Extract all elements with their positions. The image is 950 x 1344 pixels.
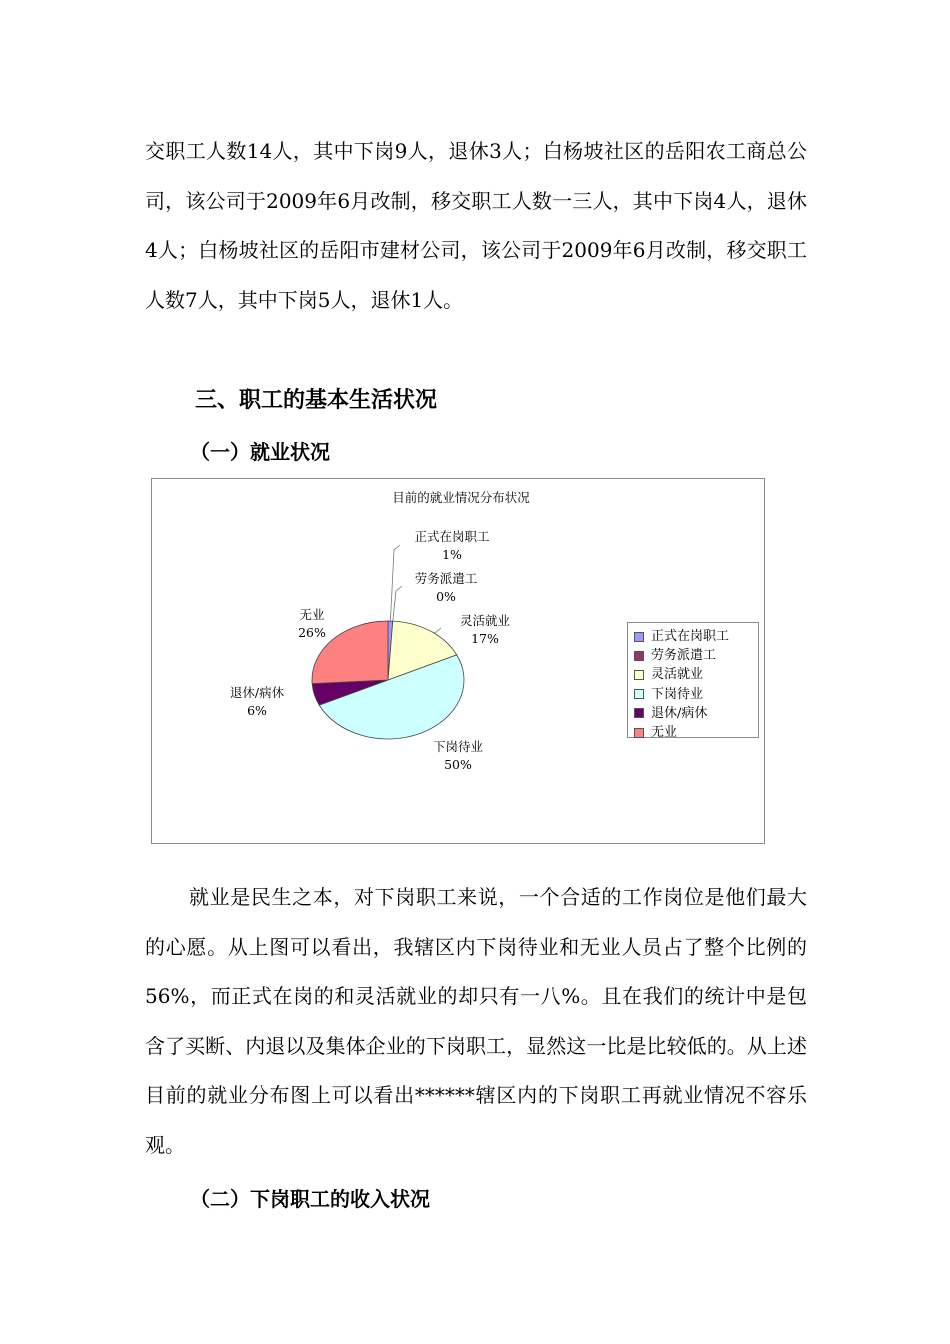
body-paragraph: 就业是民生之本，对下岗职工来说，一个合适的工作岗位是他们最大的心愿。从上图可以看出，我辖区内下岗待业和无业人员占了整个比例的56%，而正式在岗的和灵活就业的却只有一八%。且在我们的统计中是包含了买断、内退以及集体企业的下岗职工，显然这一比是比较低的。从上述目前的就业分布图上可以看出******辖区内的下岗职工再就业情况不容乐观。 bbox=[145, 885, 807, 1157]
legend-label-劳务派遣工: 劳务派遣工 bbox=[651, 648, 717, 664]
legend-swatch-无业 bbox=[634, 728, 644, 738]
pie-percent-劳务派遣工: 0% bbox=[436, 589, 456, 604]
leader-line-灵活就业 bbox=[431, 628, 441, 633]
legend-swatch-下岗待业 bbox=[634, 689, 644, 699]
pie-percent-正式在岗职工: 1% bbox=[442, 547, 462, 562]
legend-label-灵活就业: 灵活就业 bbox=[651, 667, 704, 683]
chart-legend bbox=[627, 622, 759, 741]
pie-percent-退休-病休: 6% bbox=[247, 703, 267, 718]
legend-item-正式在岗职工 bbox=[634, 627, 758, 646]
legend-label-无业: 无业 bbox=[651, 725, 678, 741]
legend-item-灵活就业 bbox=[634, 665, 758, 684]
pie-percent-灵活就业: 17% bbox=[471, 631, 499, 646]
legend-item-劳务派遣工 bbox=[634, 646, 758, 665]
leader-line-劳务派遣工 bbox=[393, 586, 402, 621]
income-subheading: （二）下岗职工的收入状况 bbox=[190, 1187, 430, 1211]
pie-label-退休-病休: 退休/病休 bbox=[229, 685, 285, 700]
legend-item-下岗待业 bbox=[634, 685, 758, 704]
pie-label-无业: 无业 bbox=[299, 607, 325, 622]
pie-label-灵活就业: 灵活就业 bbox=[459, 613, 511, 628]
legend-swatch-退休-病休 bbox=[634, 708, 644, 718]
pie-label-下岗待业: 下岗待业 bbox=[432, 739, 484, 754]
legend-label-下岗待业: 下岗待业 bbox=[651, 686, 704, 702]
employment-subheading: （一）就业状况 bbox=[190, 440, 330, 464]
pie-percent-下岗待业: 50% bbox=[444, 757, 472, 772]
legend-label-退休-病休: 退休/病休 bbox=[651, 705, 708, 721]
section-heading: 三、职工的基本生活状况 bbox=[195, 387, 438, 413]
pie-label-正式在岗职工: 正式在岗职工 bbox=[414, 529, 490, 544]
pie-percent-无业: 26% bbox=[298, 625, 326, 640]
pie-label-劳务派遣工: 劳务派遣工 bbox=[414, 571, 478, 586]
legend-swatch-正式在岗职工 bbox=[634, 632, 644, 642]
legend-item-无业 bbox=[634, 723, 758, 742]
legend-item-退休-病休 bbox=[634, 704, 758, 723]
leader-line-正式在岗职工 bbox=[390, 545, 400, 621]
legend-swatch-劳务派遣工 bbox=[634, 651, 644, 661]
legend-label-正式在岗职工: 正式在岗职工 bbox=[651, 629, 730, 644]
employment-pie-chart bbox=[151, 478, 765, 844]
intro-paragraph: 交职工人数14人，其中下岗9人，退休3人；白杨坡社区的岳阳农工商总公司，该公司于2009年6月改制，移交职工人数一三人，其中下岗4人，退休4人；白杨坡社区的岳阳市建材公司，该公司于2009年6月改制，移交职工人数7人，其中下岗5人，退休1人。 bbox=[145, 139, 807, 312]
pie-leader-lines bbox=[390, 545, 441, 633]
chart-title: 目前的就业情况分布状况 bbox=[392, 490, 530, 505]
legend-swatch-灵活就业 bbox=[634, 670, 644, 680]
pie-slices bbox=[312, 621, 464, 739]
